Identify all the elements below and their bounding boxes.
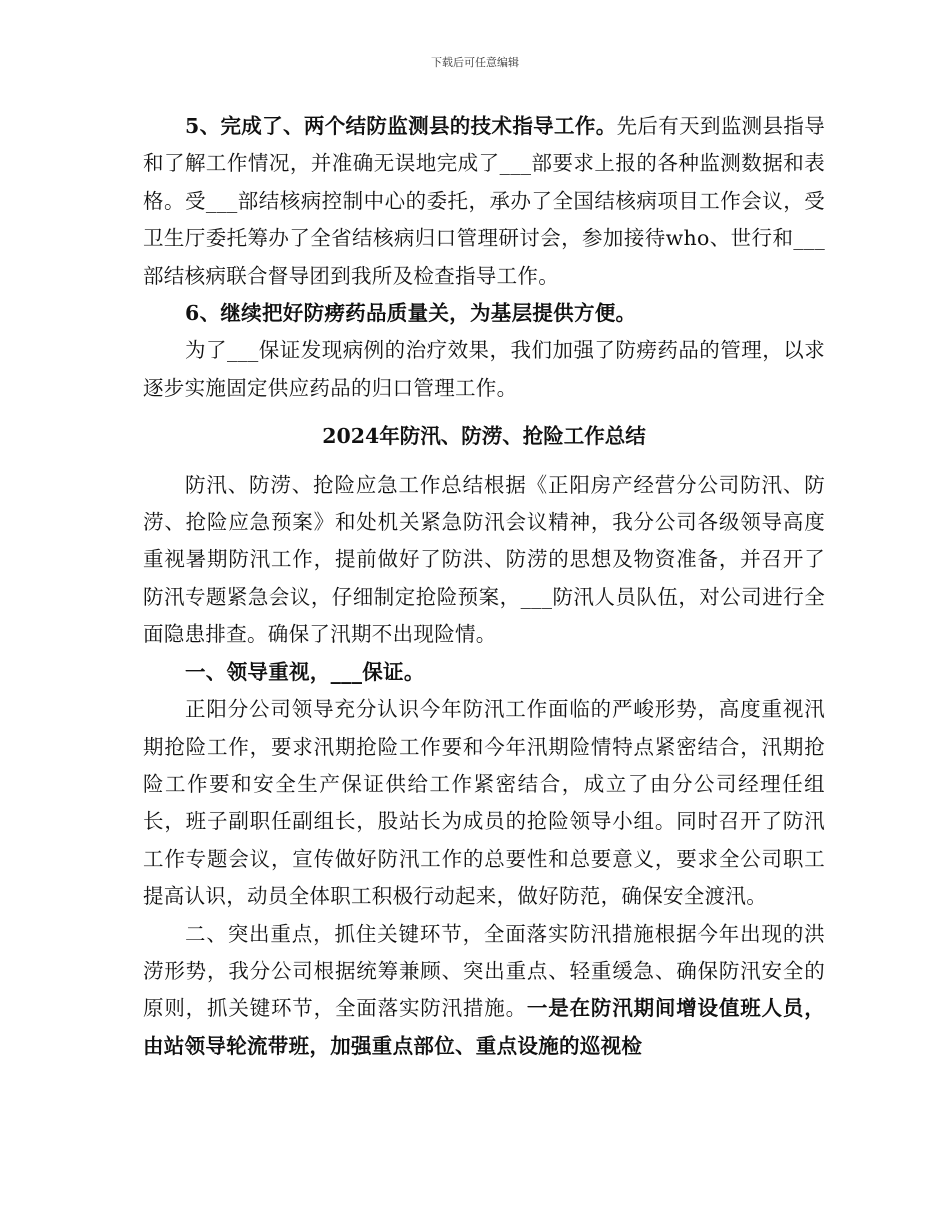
section-title: 2024年防汛、防涝、抢险工作总结 xyxy=(322,424,646,449)
document-body xyxy=(143,108,825,1065)
item-5-heading: 5、完成了、两个结防监测县的技术指导工作。 xyxy=(185,114,617,138)
key-points-text: 二、突出重点，抓住关键环节，全面落实防汛措施根据今年出现的洪涝形势，我分公司根据统筹兼顾、突出重点、轻重缓急、确保防汛安全的原则，抓关键环节，全面落实防汛措施。 xyxy=(143,921,825,1021)
paragraph-leadership: 正阳分公司领导充分认识今年防汛工作面临的严峻形势，高度重视汛期抢险工作，要求汛期抢险工作要和今年汛期险情特点紧密结合，汛期抢险工作要和安全生产保证供给工作紧密结合，成立了由分公司经理任组长，班子副职任副组长，股站长为成员的抢险领导小组。同时召开了防汛工作专题会议，宣传做好防汛工作的总要性和总要意义，要求全公司职工提高认识，动员全体职工积极行动起来，做好防范，确保安全渡汛。 xyxy=(143,697,825,909)
key-points-bold-text: 一是在防汛期间增设值班人员，由站领导轮流带班，加强重点部位、重点设施的巡视检 xyxy=(143,996,825,1058)
paragraph-item-5 xyxy=(143,108,825,295)
page-header: 下载后可任意编辑 xyxy=(431,56,519,69)
item-6-heading: 6、继续把好防痨药品质量关，为基层提供方便。 xyxy=(185,301,637,326)
paragraph-key-points xyxy=(143,916,825,1066)
heading-one: 一、领导重视，___保证。 xyxy=(185,659,425,684)
item-5-text: 先后有天到监测县指导和了解工作情况，并准确无误地完成了___部要求上报的各种监测数据和表格。受___部结核病控制中心的委托，承办了全国结核病项目工作会议，受卫生厅委托筹办了全省结核病归口管理研讨会，参加接待who、世行和___部结核病联合督导团到我所及检查指导工作。 xyxy=(143,114,826,288)
item-6-text: 为了___保证发现病例的治疗效果，我们加强了防痨药品的管理，以求逐步实施固定供应药品的归口管理工作。 xyxy=(143,338,825,400)
intro-paragraph: 防汛、防涝、抢险应急工作总结根据《正阳房产经营分公司防汛、防涝、抢险应急预案》和处机关紧急防汛会议精神，我分公司各级领导高度重视暑期防汛工作，提前做好了防洪、防涝的思想及物资准备，并召开了防汛专题紧急会议，仔细制定抢险预案，___防汛人员队伍，对公司进行全面隐患排查。确保了汛期不出现险情。 xyxy=(143,472,825,647)
